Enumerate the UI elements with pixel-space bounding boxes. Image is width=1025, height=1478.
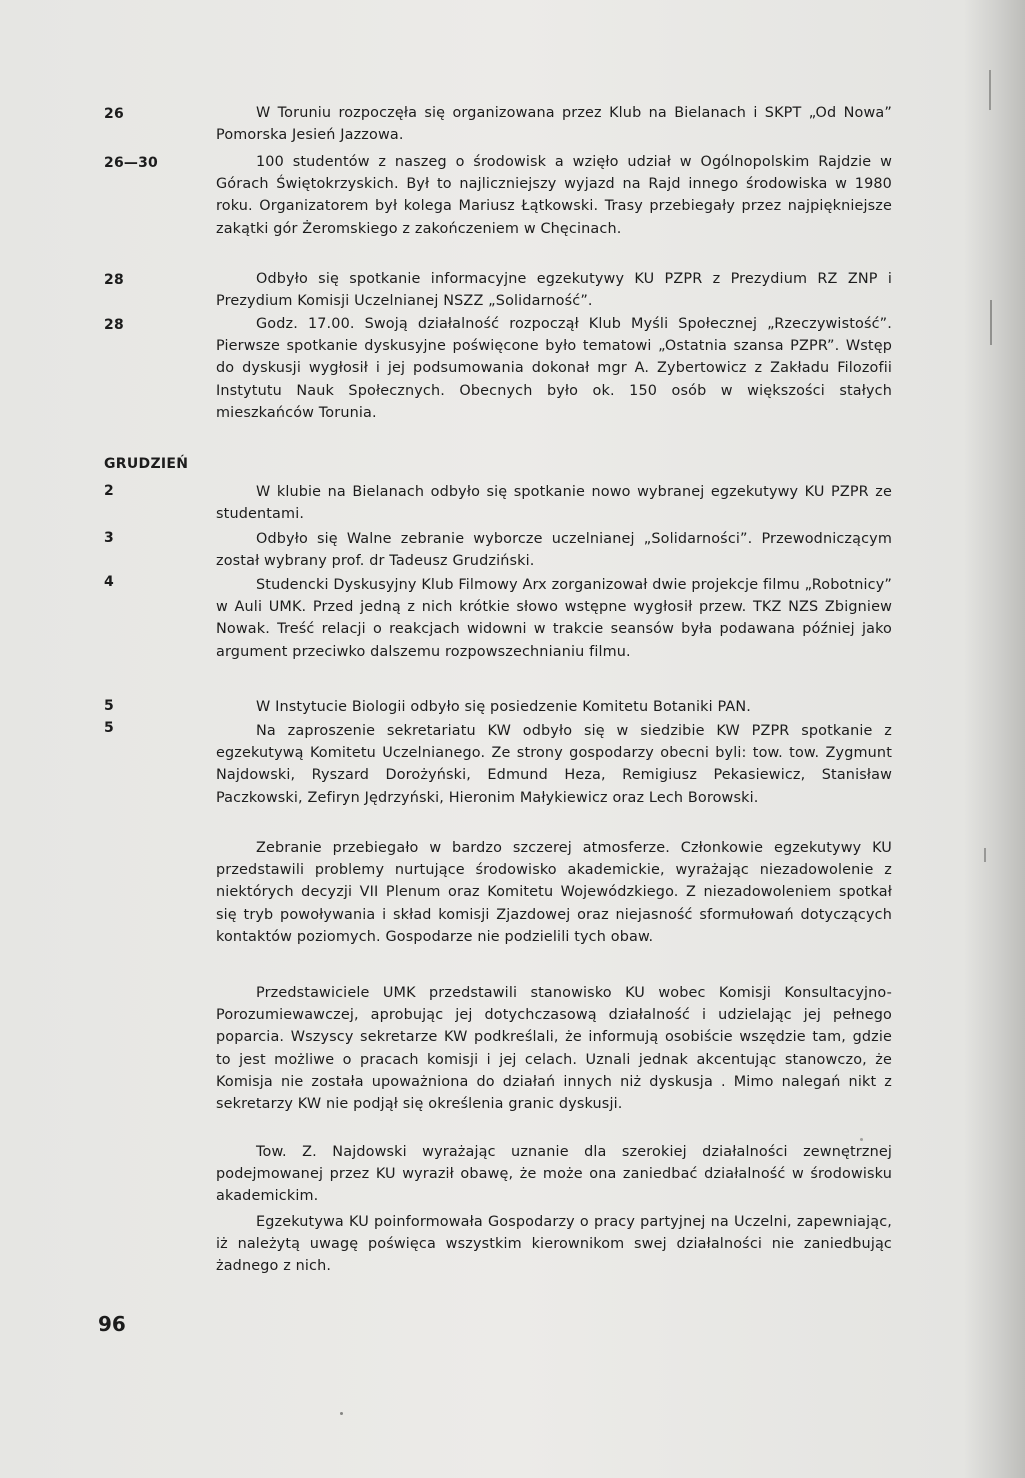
entry-paragraph: Odbyło się Walne zebranie wyborcze uczelnianej „Solidarności”. Przewodniczącym został wybrany prof. dr Tadeusz Grudziński. xyxy=(216,531,892,570)
entry-date: 28 xyxy=(104,272,124,288)
entry-paragraph: Egzekutywa KU poinformowała Gospodarzy o pracy partyjnej na Uczelni, zapewniając, iż należytą uwagę poświęca wszystkim kierownikom swej działalności nie zaniedbując żadnego z nich. xyxy=(216,1214,892,1275)
entry-date: 2 xyxy=(104,483,114,499)
entry-paragraph: Na zaproszenie sekretariatu KW odbyło się w siedzibie KW PZPR spotkanie z egzekutywą Komitetu Uczelnianego. Ze strony gospodarzy obecni byli: tow. tow. Zygmunt Najdowski, Ryszard Dorożyński, Edmund Heza, Remigiusz Pekasiewicz, Stanisław Paczkowski, Zefiryn Jędrzyński, Hieronim Małykiewicz oraz Lech Borowski. xyxy=(216,723,892,806)
scan-artifact xyxy=(860,1138,863,1141)
entry-paragraph: W klubie na Bielanach odbyło się spotkanie nowo wybranej egzekutywy KU PZPR ze studentami. xyxy=(216,484,892,523)
entry-paragraph: Odbyło się spotkanie informacyjne egzekutywy KU PZPR z Prezydium RZ ZNP i Prezydium Komisji Uczelnianej NSZZ „Solidarność”. xyxy=(216,271,892,310)
entry-paragraph: Tow. Z. Najdowski wyrażając uznanie dla szerokiej działalności zewnętrznej podejmowanej przez KU wyraził obawę, że może ona zaniedbać działalność w środowisku akademickim. xyxy=(216,1144,892,1205)
month-heading: GRUDZIEŃ xyxy=(104,456,189,472)
entry-date: 3 xyxy=(104,530,114,546)
scan-artifact xyxy=(990,300,992,345)
entry-date: 28 xyxy=(104,317,124,333)
entry-paragraph: Zebranie przebiegało w bardzo szczerej atmosferze. Członkowie egzekutywy KU przedstawili problemy nurtujące środowisko akademickie, wyrażając niezadowolenie z niektórych decyzji VII Plenum oraz Komitetu Wojewódzkiego. Z niezadowoleniem spotkał się tryb powoływania i skład komisji Zjazdowej oraz niejasność sformułowań dotyczących kontaktów poziomych. Gospodarze nie podzielili tych obaw. xyxy=(216,840,892,945)
entry-date: 26 xyxy=(104,106,124,122)
entry-date: 26—30 xyxy=(104,155,158,171)
entry-paragraph: W Toruniu rozpoczęła się organizowana przez Klub na Bielanach i SKPT „Od Nowa” Pomorska Jesień Jazzowa. xyxy=(216,105,892,144)
page-number: 96 xyxy=(98,1312,126,1336)
entry-paragraph: 100 studentów z naszeg o środowisk a wzięło udział w Ogólnopolskim Rajdzie w Górach Świętokrzyskich. Był to najliczniejszy wyjazd na Rajd innego środowiska w 1980 roku. Organizatorem był kolega Mariusz Łątkowski. Trasy przebiegały przez najpiękniejsze zakątki gór Żeromskiego z zakończeniem w Chęcinach. xyxy=(216,154,892,237)
entry-paragraph: Studencki Dyskusyjny Klub Filmowy Arx zorganizował dwie projekcje filmu „Robotnicy” w Auli UMK. Przed jedną z nich krótkie słowo wstępne wygłosił przew. TKZ NZS Zbigniew Nowak. Treść relacji o reakcjach widowni w trakcie seansów była podawana później jako argument przeciwko dalszemu rozpowszechnianiu filmu. xyxy=(216,577,892,660)
scan-artifact xyxy=(984,848,986,862)
scan-artifact xyxy=(989,70,991,110)
scan-artifact xyxy=(340,1412,343,1415)
entry-paragraph: Przedstawiciele UMK przedstawili stanowisko KU wobec Komisji Konsultacyjno-Porozumiewawczej, aprobując jej dotychczasową działalność i udzielając jej pełnego poparcia. Wszyscy sekretarze KW podkreślali, że informują osobiście wszędzie tam, gdzie to jest możliwe o pracach komisji i jej celach. Uznali jednak akcentując stanowczo, że Komisja nie została upoważniona do działań innych niż dyskusja . Mimo nalegań nikt z sekretarzy KW nie podjął się określenia granic dyskusji. xyxy=(216,985,892,1113)
entry-paragraph: W Instytucie Biologii odbyło się posiedzenie Komitetu Botaniki PAN. xyxy=(256,699,751,715)
entry-date: 5 xyxy=(104,698,114,714)
entry-date: 5 xyxy=(104,720,114,736)
entry-paragraph: Godz. 17.00. Swoją działalność rozpoczął Klub Myśli Społecznej „Rzeczywistość”. Pierwsze spotkanie dyskusyjne poświęcone było tematowi „Ostatnia szansa PZPR”. Wstęp do dyskusji wygłosił i jej podsumowania dokonał mgr A. Zybertowicz z Zakładu Filozofii Instytutu Nauk Społecznych. Obecnych było ok. 150 osób w większości stałych mieszkańców Torunia. xyxy=(216,316,892,421)
entry-date: 4 xyxy=(104,574,114,590)
